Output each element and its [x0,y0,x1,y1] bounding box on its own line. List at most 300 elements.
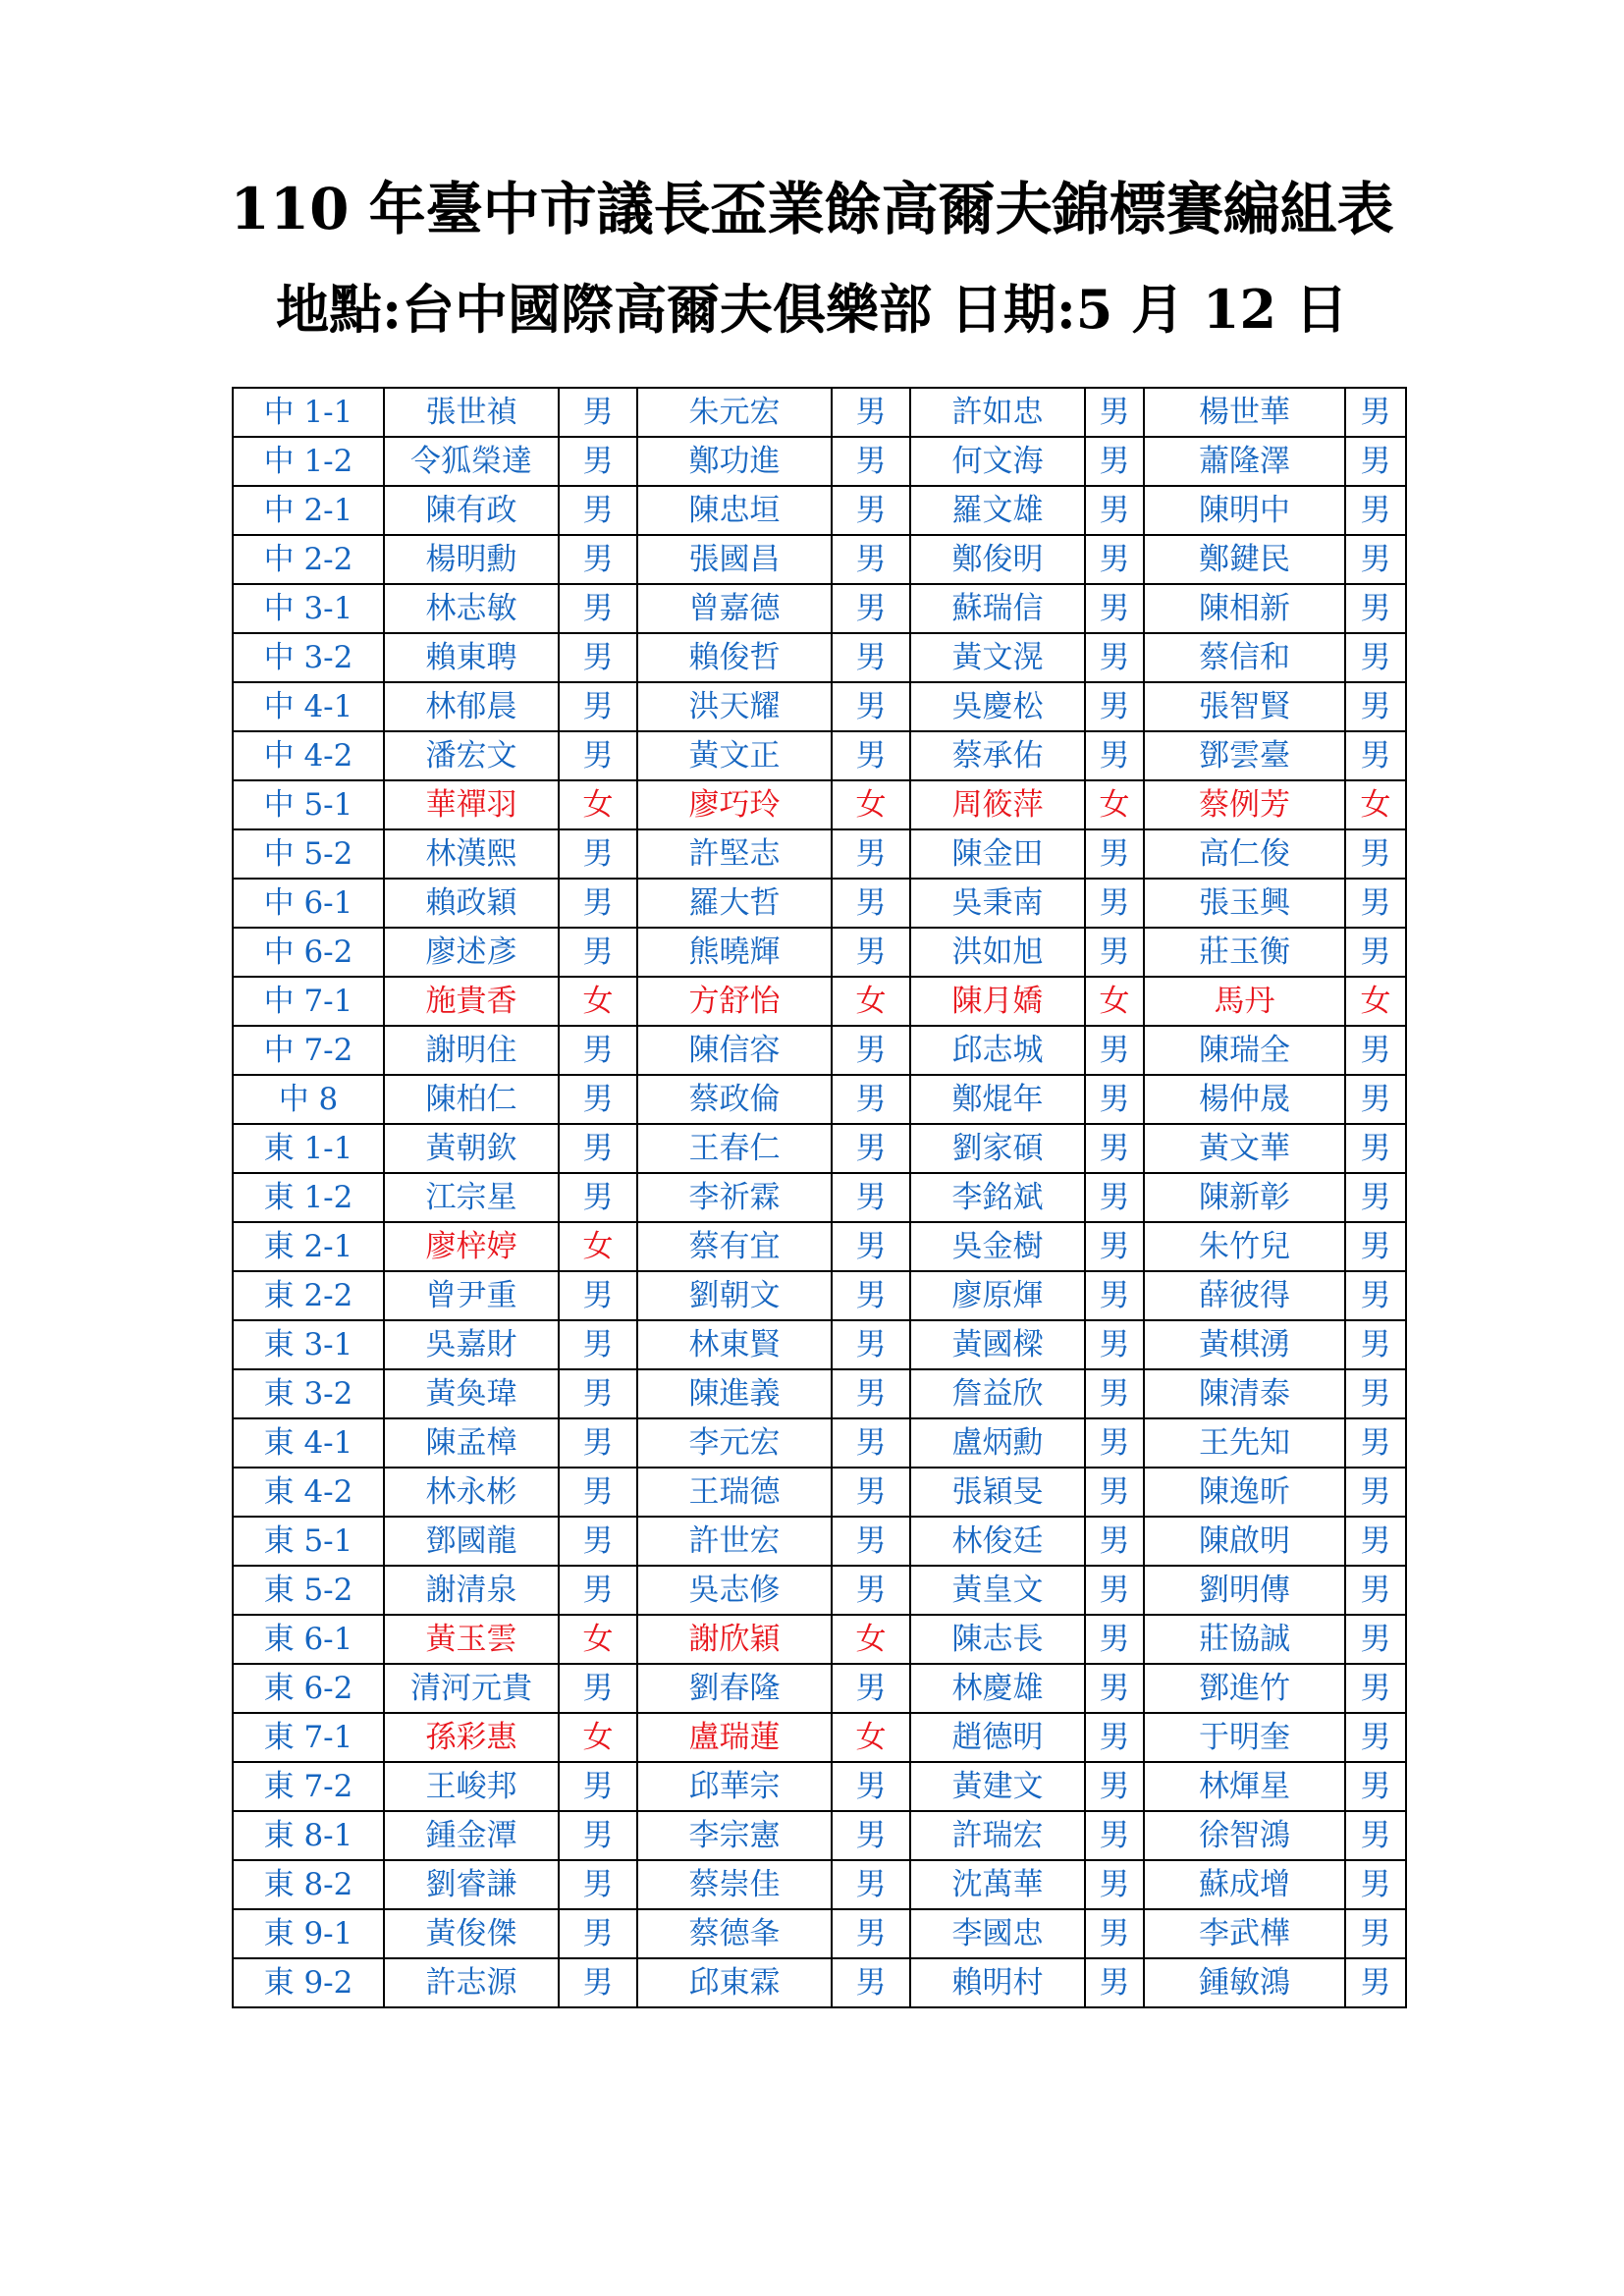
player-gender-cell: 女 [559,977,637,1026]
group-id-cell: 東 3-1 [233,1320,384,1369]
player-name-cell: 蔡承佑 [910,731,1085,780]
player-gender-cell: 男 [559,633,637,682]
player-gender-cell: 男 [1085,682,1144,731]
group-id-cell: 中 3-1 [233,584,384,633]
player-gender-cell: 男 [1345,1124,1406,1173]
player-gender-cell: 男 [1085,731,1144,780]
table-row [233,1517,1406,1566]
player-gender-cell: 男 [1345,1026,1406,1075]
player-name-cell: 林煇星 [1144,1762,1345,1811]
player-gender-cell: 男 [1345,1173,1406,1222]
player-name-cell: 李元宏 [637,1418,832,1468]
player-gender-cell: 女 [559,1222,637,1271]
player-gender-cell: 男 [1345,1615,1406,1664]
player-gender-cell: 男 [832,1909,910,1958]
player-gender-cell: 男 [1085,928,1144,977]
player-gender-cell: 男 [832,731,910,780]
player-name-cell: 黃玉雲 [384,1615,559,1664]
player-gender-cell: 男 [559,682,637,731]
player-gender-cell: 男 [832,1222,910,1271]
player-gender-cell: 男 [1345,1762,1406,1811]
player-name-cell: 王瑞德 [637,1468,832,1517]
table-row [233,1713,1406,1762]
player-gender-cell: 男 [1085,1566,1144,1615]
grouping-table-body [233,388,1406,2007]
player-gender-cell: 男 [559,1517,637,1566]
player-name-cell: 何文海 [910,437,1085,486]
player-gender-cell: 男 [559,879,637,928]
player-name-cell: 吳金樹 [910,1222,1085,1271]
group-id-cell: 東 1-1 [233,1124,384,1173]
player-gender-cell: 男 [832,388,910,437]
player-name-cell: 趙德明 [910,1713,1085,1762]
player-gender-cell: 男 [1345,1713,1406,1762]
player-name-cell: 陳新彰 [1144,1173,1345,1222]
player-gender-cell: 男 [832,928,910,977]
group-id-cell: 東 9-1 [233,1909,384,1958]
player-name-cell: 張世禎 [384,388,559,437]
player-gender-cell: 男 [1345,584,1406,633]
player-name-cell: 劉明傳 [1144,1566,1345,1615]
player-name-cell: 鄭鍵民 [1144,535,1345,584]
player-name-cell: 陳志長 [910,1615,1085,1664]
player-gender-cell: 男 [1085,1369,1144,1418]
table-row [233,1909,1406,1958]
table-row [233,1566,1406,1615]
table-row [233,780,1406,829]
player-name-cell: 李銘斌 [910,1173,1085,1222]
player-gender-cell: 男 [559,535,637,584]
player-name-cell: 許世宏 [637,1517,832,1566]
table-row [233,1075,1406,1124]
group-id-cell: 中 5-1 [233,780,384,829]
player-gender-cell: 男 [1345,1418,1406,1468]
player-gender-cell: 男 [559,486,637,535]
player-gender-cell: 男 [1345,1075,1406,1124]
group-id-cell: 東 9-2 [233,1958,384,2007]
player-name-cell: 廖巧玲 [637,780,832,829]
player-name-cell: 楊世華 [1144,388,1345,437]
player-gender-cell: 男 [1345,437,1406,486]
player-name-cell: 蔡崇佳 [637,1860,832,1909]
player-gender-cell: 男 [832,682,910,731]
group-id-cell: 中 6-1 [233,879,384,928]
player-gender-cell: 男 [832,633,910,682]
player-gender-cell: 男 [559,584,637,633]
player-gender-cell: 男 [832,829,910,879]
player-gender-cell: 男 [1345,1811,1406,1860]
player-gender-cell: 男 [1085,1517,1144,1566]
player-name-cell: 黃建文 [910,1762,1085,1811]
player-gender-cell: 男 [559,1271,637,1320]
player-name-cell: 孫彩惠 [384,1713,559,1762]
player-name-cell: 陳逸昕 [1144,1468,1345,1517]
player-name-cell: 周筱萍 [910,780,1085,829]
player-gender-cell: 男 [1085,829,1144,879]
player-gender-cell: 男 [832,1664,910,1713]
player-name-cell: 許志源 [384,1958,559,2007]
player-gender-cell: 男 [1085,1713,1144,1762]
player-name-cell: 鍾金潭 [384,1811,559,1860]
table-row [233,1271,1406,1320]
player-name-cell: 黃奐瑋 [384,1369,559,1418]
player-gender-cell: 男 [1345,731,1406,780]
player-name-cell: 謝清泉 [384,1566,559,1615]
player-name-cell: 蕭隆澤 [1144,437,1345,486]
player-name-cell: 劉睿謙 [384,1860,559,1909]
player-name-cell: 賴明村 [910,1958,1085,2007]
player-gender-cell: 男 [832,1860,910,1909]
group-id-cell: 東 2-1 [233,1222,384,1271]
group-id-cell: 東 3-2 [233,1369,384,1418]
player-gender-cell: 男 [1085,584,1144,633]
player-gender-cell: 男 [1085,1860,1144,1909]
player-name-cell: 鄧進竹 [1144,1664,1345,1713]
group-id-cell: 中 1-1 [233,388,384,437]
grouping-table [232,387,1407,2008]
player-gender-cell: 男 [832,437,910,486]
table-row [233,1811,1406,1860]
table-row [233,535,1406,584]
player-gender-cell: 男 [1345,682,1406,731]
player-name-cell: 陳有政 [384,486,559,535]
player-gender-cell: 男 [832,1762,910,1811]
table-row [233,486,1406,535]
player-name-cell: 沈萬華 [910,1860,1085,1909]
player-gender-cell: 男 [559,1418,637,1468]
player-name-cell: 黃俊傑 [384,1909,559,1958]
group-id-cell: 東 4-1 [233,1418,384,1468]
table-row [233,1173,1406,1222]
player-gender-cell: 男 [559,1909,637,1958]
player-name-cell: 清河元貴 [384,1664,559,1713]
player-gender-cell: 男 [1085,1958,1144,2007]
player-name-cell: 熊曉輝 [637,928,832,977]
player-gender-cell: 男 [832,486,910,535]
player-gender-cell: 男 [1345,1222,1406,1271]
player-name-cell: 李國忠 [910,1909,1085,1958]
player-gender-cell: 男 [1085,388,1144,437]
table-row [233,633,1406,682]
player-gender-cell: 女 [559,1713,637,1762]
group-id-cell: 東 4-2 [233,1468,384,1517]
player-name-cell: 洪如旭 [910,928,1085,977]
player-gender-cell: 男 [832,1369,910,1418]
player-gender-cell: 男 [1345,486,1406,535]
player-gender-cell: 男 [1085,486,1144,535]
player-name-cell: 李祈霖 [637,1173,832,1222]
player-gender-cell: 女 [832,977,910,1026]
table-row [233,977,1406,1026]
player-name-cell: 薛彼得 [1144,1271,1345,1320]
table-row [233,682,1406,731]
player-name-cell: 陳柏仁 [384,1075,559,1124]
player-gender-cell: 女 [832,1615,910,1664]
player-gender-cell: 男 [559,1762,637,1811]
table-row [233,1369,1406,1418]
player-name-cell: 蔡例芳 [1144,780,1345,829]
player-gender-cell: 男 [1345,1860,1406,1909]
player-name-cell: 高仁俊 [1144,829,1345,879]
player-gender-cell: 男 [1085,1124,1144,1173]
player-name-cell: 吳志修 [637,1566,832,1615]
group-id-cell: 中 2-1 [233,486,384,535]
player-name-cell: 李宗憲 [637,1811,832,1860]
player-gender-cell: 男 [832,1517,910,1566]
player-gender-cell: 男 [1085,1271,1144,1320]
player-name-cell: 蘇瑞信 [910,584,1085,633]
player-gender-cell: 男 [1345,1468,1406,1517]
player-name-cell: 華禪羽 [384,780,559,829]
group-id-cell: 東 1-2 [233,1173,384,1222]
table-row [233,1222,1406,1271]
table-row [233,584,1406,633]
player-name-cell: 洪天耀 [637,682,832,731]
player-gender-cell: 男 [832,1173,910,1222]
group-id-cell: 東 2-2 [233,1271,384,1320]
player-name-cell: 鄭焜年 [910,1075,1085,1124]
player-gender-cell: 男 [1345,1271,1406,1320]
player-name-cell: 林東賢 [637,1320,832,1369]
player-gender-cell: 男 [1085,437,1144,486]
player-gender-cell: 男 [1085,1811,1144,1860]
player-gender-cell: 男 [1085,1320,1144,1369]
player-name-cell: 鍾敏鴻 [1144,1958,1345,2007]
player-gender-cell: 男 [832,1271,910,1320]
table-row [233,1664,1406,1713]
player-gender-cell: 男 [1345,1320,1406,1369]
player-name-cell: 林永彬 [384,1468,559,1517]
player-gender-cell: 男 [1345,1664,1406,1713]
group-id-cell: 中 3-2 [233,633,384,682]
player-name-cell: 邱東霖 [637,1958,832,2007]
group-id-cell: 中 5-2 [233,829,384,879]
player-name-cell: 鄧國龍 [384,1517,559,1566]
player-name-cell: 陳進義 [637,1369,832,1418]
player-gender-cell: 男 [559,437,637,486]
table-row [233,928,1406,977]
player-gender-cell: 男 [1085,1418,1144,1468]
table-row [233,388,1406,437]
player-gender-cell: 男 [832,1124,910,1173]
table-row [233,1615,1406,1664]
player-gender-cell: 男 [1085,1468,1144,1517]
player-gender-cell: 男 [1345,388,1406,437]
player-gender-cell: 男 [832,1566,910,1615]
player-name-cell: 江宗星 [384,1173,559,1222]
player-gender-cell: 女 [832,780,910,829]
player-name-cell: 賴政穎 [384,879,559,928]
player-name-cell: 王春仁 [637,1124,832,1173]
player-name-cell: 陳信容 [637,1026,832,1075]
player-gender-cell: 女 [559,1615,637,1664]
group-id-cell: 中 4-2 [233,731,384,780]
player-name-cell: 張智賢 [1144,682,1345,731]
page-title: 110 年臺中市議長盃業餘高爾夫錦標賽編組表 [230,176,1394,242]
table-row [233,879,1406,928]
player-name-cell: 許堅志 [637,829,832,879]
player-gender-cell: 男 [832,1468,910,1517]
player-gender-cell: 男 [559,1566,637,1615]
player-name-cell: 賴東聘 [384,633,559,682]
player-name-cell: 陳清泰 [1144,1369,1345,1418]
player-gender-cell: 男 [1345,879,1406,928]
player-name-cell: 徐智鴻 [1144,1811,1345,1860]
player-name-cell: 黃文正 [637,731,832,780]
player-gender-cell: 女 [832,1713,910,1762]
group-id-cell: 中 4-1 [233,682,384,731]
player-name-cell: 施貴香 [384,977,559,1026]
player-name-cell: 陳明中 [1144,486,1345,535]
player-gender-cell: 男 [559,928,637,977]
player-gender-cell: 男 [1085,1762,1144,1811]
player-gender-cell: 男 [1345,829,1406,879]
table-row [233,731,1406,780]
player-name-cell: 王峻邦 [384,1762,559,1811]
player-gender-cell: 男 [559,1320,637,1369]
player-name-cell: 羅大哲 [637,879,832,928]
player-name-cell: 黃朝欽 [384,1124,559,1173]
player-name-cell: 陳相新 [1144,584,1345,633]
player-name-cell: 吳秉南 [910,879,1085,928]
player-name-cell: 謝欣穎 [637,1615,832,1664]
player-gender-cell: 男 [1345,928,1406,977]
player-name-cell: 陳瑞全 [1144,1026,1345,1075]
table-row [233,1418,1406,1468]
player-name-cell: 林俊廷 [910,1517,1085,1566]
group-id-cell: 中 1-2 [233,437,384,486]
player-gender-cell: 男 [832,879,910,928]
table-row [233,1860,1406,1909]
player-name-cell: 邱志城 [910,1026,1085,1075]
group-id-cell: 東 7-2 [233,1762,384,1811]
player-name-cell: 林志敏 [384,584,559,633]
player-name-cell: 王先知 [1144,1418,1345,1468]
player-name-cell: 許如忠 [910,388,1085,437]
player-gender-cell: 男 [559,829,637,879]
group-id-cell: 東 8-1 [233,1811,384,1860]
player-name-cell: 楊明勳 [384,535,559,584]
player-gender-cell: 男 [1345,633,1406,682]
player-gender-cell: 男 [832,1026,910,1075]
player-gender-cell: 男 [559,1026,637,1075]
player-name-cell: 吳嘉財 [384,1320,559,1369]
player-name-cell: 方舒怡 [637,977,832,1026]
player-gender-cell: 男 [1085,1026,1144,1075]
player-name-cell: 莊玉衡 [1144,928,1345,977]
group-id-cell: 東 5-1 [233,1517,384,1566]
player-name-cell: 李武樺 [1144,1909,1345,1958]
player-name-cell: 曾尹重 [384,1271,559,1320]
player-name-cell: 張穎旻 [910,1468,1085,1517]
group-id-cell: 中 6-2 [233,928,384,977]
player-gender-cell: 男 [559,1664,637,1713]
player-name-cell: 黃文滉 [910,633,1085,682]
player-name-cell: 令狐榮達 [384,437,559,486]
player-name-cell: 劉春隆 [637,1664,832,1713]
player-name-cell: 陳忠垣 [637,486,832,535]
player-name-cell: 朱元宏 [637,388,832,437]
player-name-cell: 黃皇文 [910,1566,1085,1615]
group-id-cell: 中 7-2 [233,1026,384,1075]
player-name-cell: 鄭俊明 [910,535,1085,584]
player-name-cell: 廖原煇 [910,1271,1085,1320]
player-name-cell: 劉家碩 [910,1124,1085,1173]
player-gender-cell: 女 [1345,977,1406,1026]
player-gender-cell: 男 [832,1320,910,1369]
player-gender-cell: 男 [1085,879,1144,928]
player-name-cell: 潘宏文 [384,731,559,780]
player-gender-cell: 男 [1085,1615,1144,1664]
player-gender-cell: 男 [559,1124,637,1173]
player-name-cell: 吳慶松 [910,682,1085,731]
group-id-cell: 東 5-2 [233,1566,384,1615]
table-row [233,1320,1406,1369]
player-name-cell: 鄧雲臺 [1144,731,1345,780]
player-name-cell: 陳啟明 [1144,1517,1345,1566]
group-id-cell: 中 7-1 [233,977,384,1026]
player-name-cell: 賴俊哲 [637,633,832,682]
player-name-cell: 張玉興 [1144,879,1345,928]
table-row [233,1468,1406,1517]
player-name-cell: 謝明住 [384,1026,559,1075]
player-gender-cell: 男 [559,1958,637,2007]
player-name-cell: 蔡政倫 [637,1075,832,1124]
table-row [233,1958,1406,2007]
player-gender-cell: 男 [1085,535,1144,584]
player-name-cell: 盧瑞蓮 [637,1713,832,1762]
player-gender-cell: 男 [1345,535,1406,584]
group-id-cell: 中 2-2 [233,535,384,584]
player-gender-cell: 男 [832,1075,910,1124]
player-gender-cell: 男 [1345,1958,1406,2007]
player-gender-cell: 男 [832,1958,910,2007]
player-name-cell: 黃棋湧 [1144,1320,1345,1369]
group-id-cell: 東 6-2 [233,1664,384,1713]
player-name-cell: 黃文華 [1144,1124,1345,1173]
player-gender-cell: 男 [559,1173,637,1222]
group-id-cell: 東 8-2 [233,1860,384,1909]
player-gender-cell: 男 [1345,1909,1406,1958]
player-name-cell: 朱竹兒 [1144,1222,1345,1271]
player-name-cell: 廖梓婷 [384,1222,559,1271]
player-gender-cell: 男 [1345,1369,1406,1418]
group-id-cell: 東 6-1 [233,1615,384,1664]
player-gender-cell: 男 [1085,633,1144,682]
table-row [233,1026,1406,1075]
table-row [233,829,1406,879]
player-gender-cell: 男 [1085,1222,1144,1271]
player-gender-cell: 男 [1085,1075,1144,1124]
player-gender-cell: 男 [832,535,910,584]
player-gender-cell: 男 [559,731,637,780]
player-gender-cell: 男 [1085,1664,1144,1713]
player-gender-cell: 男 [832,584,910,633]
player-name-cell: 陳孟樟 [384,1418,559,1468]
player-gender-cell: 男 [1085,1909,1144,1958]
player-name-cell: 曾嘉德 [637,584,832,633]
player-name-cell: 于明奎 [1144,1713,1345,1762]
player-name-cell: 蔡德夆 [637,1909,832,1958]
player-name-cell: 詹益欣 [910,1369,1085,1418]
player-name-cell: 盧炳勳 [910,1418,1085,1468]
player-gender-cell: 男 [559,1369,637,1418]
player-name-cell: 邱華宗 [637,1762,832,1811]
player-name-cell: 鄭功進 [637,437,832,486]
player-name-cell: 蔡信和 [1144,633,1345,682]
player-name-cell: 陳金田 [910,829,1085,879]
player-name-cell: 林郁晨 [384,682,559,731]
